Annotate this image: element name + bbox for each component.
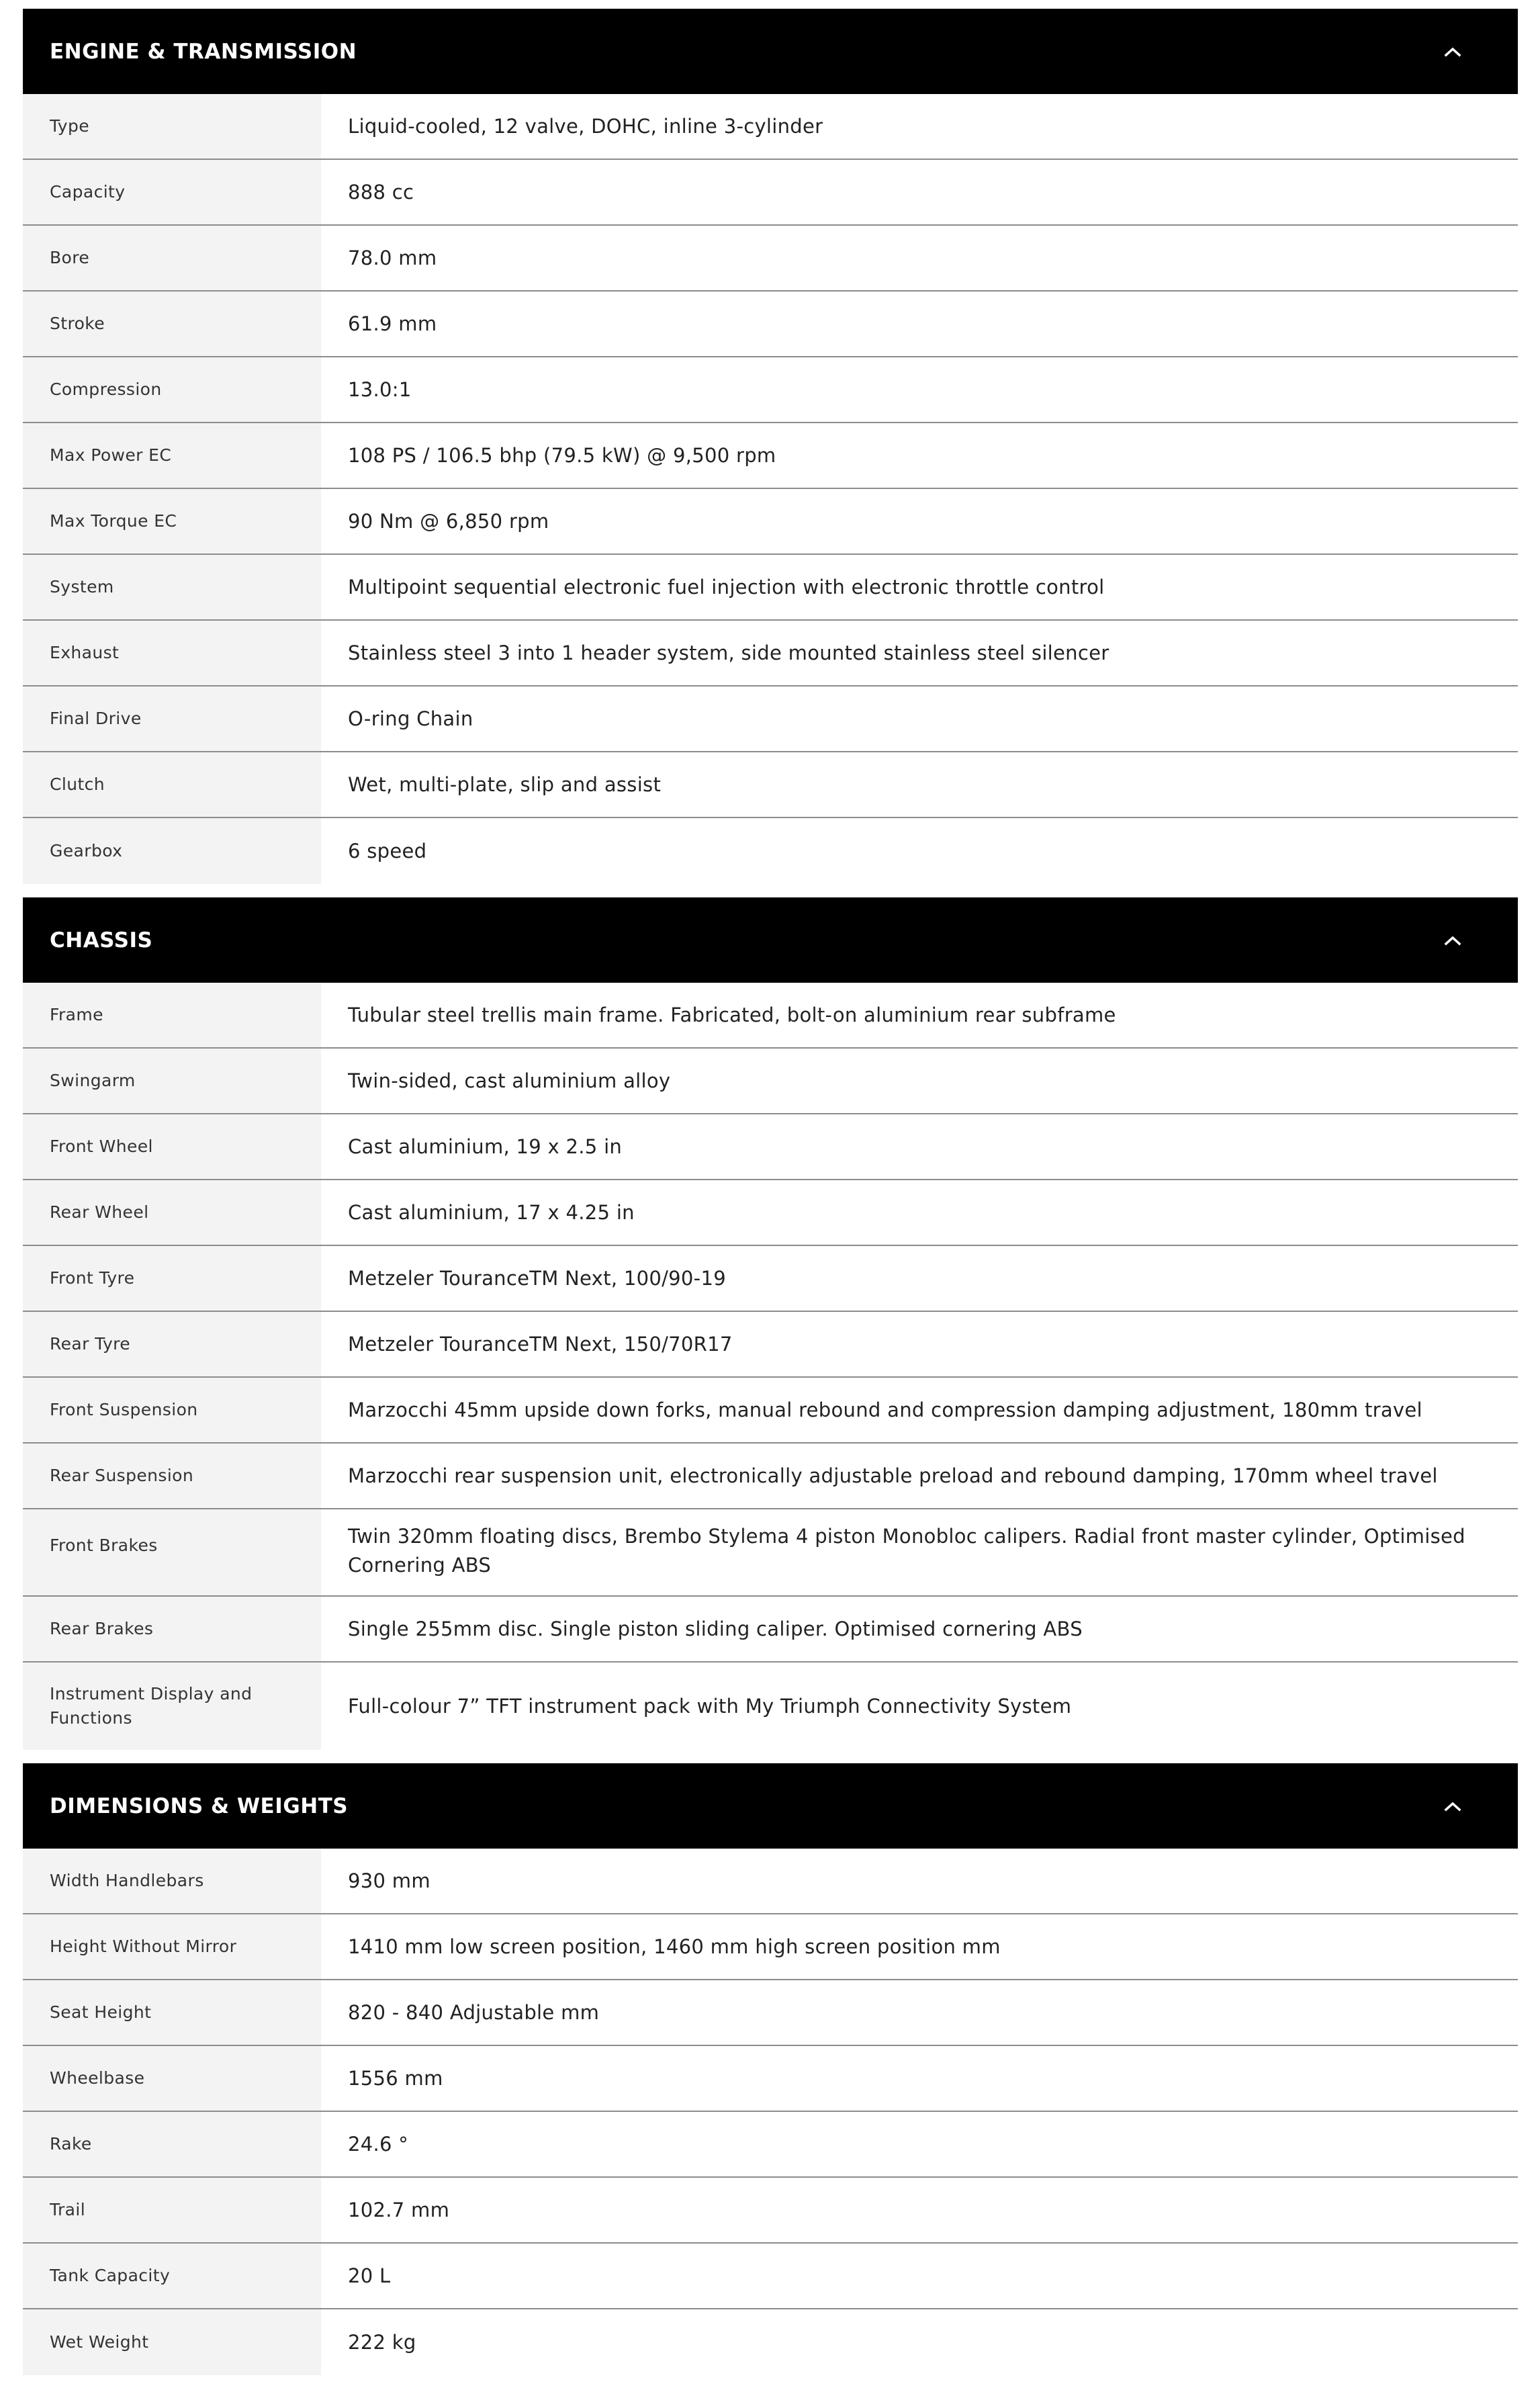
- section-title: DIMENSIONS & WEIGHTS: [50, 1794, 349, 1818]
- spec-row: [23, 983, 1518, 1049]
- spec-table: [23, 94, 1518, 884]
- section-header-dimensions-weights[interactable]: [23, 1763, 1518, 1849]
- spec-row: [23, 1246, 1518, 1312]
- spec-table: [23, 983, 1518, 1750]
- spec-row: [23, 1114, 1518, 1180]
- spec-value: 222 kg: [321, 2309, 1518, 2375]
- spec-label: Swingarm: [23, 1049, 321, 1113]
- spec-value: 108 PS / 106.5 bhp (79.5 kW) @ 9,500 rpm: [321, 423, 1518, 488]
- spec-value: Tubular steel trellis main frame. Fabricated, bolt-on aluminium rear subframe: [321, 983, 1518, 1047]
- spec-label: Rear Suspension: [23, 1444, 321, 1508]
- spec-label: Exhaust: [23, 621, 321, 685]
- spec-row: [23, 160, 1518, 226]
- spec-value: 90 Nm @ 6,850 rpm: [321, 489, 1518, 554]
- spec-label: Seat Height: [23, 1980, 321, 2045]
- spec-value: Stainless steel 3 into 1 header system, side mounted stainless steel silencer: [321, 621, 1518, 685]
- spec-label: Clutch: [23, 752, 321, 817]
- spec-row: [23, 2309, 1518, 2375]
- spec-value: Cast aluminium, 17 x 4.25 in: [321, 1180, 1518, 1245]
- spec-value: 61.9 mm: [321, 292, 1518, 356]
- spec-label: Front Wheel: [23, 1114, 321, 1179]
- spec-row: [23, 1597, 1518, 1663]
- spec-label: Rear Wheel: [23, 1180, 321, 1245]
- spec-row: [23, 226, 1518, 292]
- chevron-up-icon[interactable]: [1443, 930, 1463, 950]
- spec-row: [23, 1180, 1518, 1246]
- section-title: ENGINE & TRANSMISSION: [50, 39, 357, 64]
- spec-label: Tank Capacity: [23, 2244, 321, 2308]
- spec-value: Multipoint sequential electronic fuel injection with electronic throttle control: [321, 555, 1518, 619]
- spec-label: Rear Brakes: [23, 1597, 321, 1661]
- spec-value: 6 speed: [321, 818, 1518, 884]
- spec-row: [23, 2178, 1518, 2244]
- spec-label: Rake: [23, 2112, 321, 2176]
- spec-row: [23, 489, 1518, 555]
- spec-row: [23, 1378, 1518, 1444]
- spec-label: Capacity: [23, 160, 321, 224]
- spec-value: 102.7 mm: [321, 2178, 1518, 2242]
- section-engine-transmission: [23, 9, 1518, 884]
- spec-label: Front Brakes: [23, 1509, 321, 1595]
- chevron-up-icon[interactable]: [1443, 1796, 1463, 1816]
- spec-table: [23, 1849, 1518, 2375]
- spec-value: Twin 320mm floating discs, Brembo Stylema 4 piston Monobloc calipers. Radial front master cylinder, Optimised Cornering ABS: [321, 1509, 1518, 1595]
- spec-row: [23, 2046, 1518, 2112]
- spec-label: Front Suspension: [23, 1378, 321, 1442]
- spec-value: Marzocchi 45mm upside down forks, manual rebound and compression damping adjustment, 180mm travel: [321, 1378, 1518, 1442]
- section-chassis: [23, 897, 1518, 1750]
- spec-label: Max Power EC: [23, 423, 321, 488]
- specifications-accordion: [23, 9, 1518, 2389]
- spec-label: Type: [23, 94, 321, 159]
- spec-value: 13.0:1: [321, 357, 1518, 422]
- spec-row: [23, 687, 1518, 752]
- section-header-engine-transmission[interactable]: [23, 9, 1518, 94]
- section-dimensions-weights: [23, 1763, 1518, 2375]
- spec-row: [23, 621, 1518, 687]
- spec-row: [23, 1849, 1518, 1914]
- spec-value: Marzocchi rear suspension unit, electronically adjustable preload and rebound damping, 170mm wheel travel: [321, 1444, 1518, 1508]
- spec-label: Max Torque EC: [23, 489, 321, 554]
- spec-label: Front Tyre: [23, 1246, 321, 1311]
- spec-row: [23, 1509, 1518, 1597]
- spec-label: Trail: [23, 2178, 321, 2242]
- spec-row: [23, 1312, 1518, 1378]
- spec-row: [23, 357, 1518, 423]
- spec-label: Width Handlebars: [23, 1849, 321, 1913]
- spec-value: Full-colour 7” TFT instrument pack with My Triumph Connectivity System: [321, 1663, 1518, 1750]
- spec-value: 820 - 840 Adjustable mm: [321, 1980, 1518, 2045]
- spec-value: 888 cc: [321, 160, 1518, 224]
- spec-label: Instrument Display and Functions: [23, 1663, 321, 1750]
- spec-row: [23, 555, 1518, 621]
- spec-label: Compression: [23, 357, 321, 422]
- spec-row: [23, 1444, 1518, 1509]
- spec-value: Metzeler TouranceTM Next, 100/90-19: [321, 1246, 1518, 1311]
- spec-value: O-ring Chain: [321, 687, 1518, 751]
- spec-value: 20 L: [321, 2244, 1518, 2308]
- spec-label: Frame: [23, 983, 321, 1047]
- spec-value: Wet, multi-plate, slip and assist: [321, 752, 1518, 817]
- spec-row: [23, 1914, 1518, 1980]
- spec-row: [23, 1663, 1518, 1750]
- spec-value: Cast aluminium, 19 x 2.5 in: [321, 1114, 1518, 1179]
- spec-label: Wet Weight: [23, 2309, 321, 2375]
- spec-value: Liquid-cooled, 12 valve, DOHC, inline 3-cylinder: [321, 94, 1518, 159]
- spec-label: Rear Tyre: [23, 1312, 321, 1376]
- spec-value: Metzeler TouranceTM Next, 150/70R17: [321, 1312, 1518, 1376]
- spec-value: Twin-sided, cast aluminium alloy: [321, 1049, 1518, 1113]
- spec-row: [23, 1049, 1518, 1114]
- spec-row: [23, 2244, 1518, 2309]
- spec-row: [23, 1980, 1518, 2046]
- spec-row: [23, 2112, 1518, 2178]
- spec-value: Single 255mm disc. Single piston sliding caliper. Optimised cornering ABS: [321, 1597, 1518, 1661]
- spec-label: System: [23, 555, 321, 619]
- chevron-up-icon[interactable]: [1443, 42, 1463, 62]
- spec-row: [23, 818, 1518, 884]
- spec-label: Bore: [23, 226, 321, 290]
- spec-value: 78.0 mm: [321, 226, 1518, 290]
- spec-label: Height Without Mirror: [23, 1914, 321, 1979]
- spec-row: [23, 423, 1518, 489]
- spec-row: [23, 292, 1518, 357]
- spec-label: Final Drive: [23, 687, 321, 751]
- spec-value: 24.6 °: [321, 2112, 1518, 2176]
- spec-label: Gearbox: [23, 818, 321, 884]
- spec-row: [23, 94, 1518, 160]
- section-title: CHASSIS: [50, 928, 153, 953]
- spec-value: 1410 mm low screen position, 1460 mm high screen position mm: [321, 1914, 1518, 1979]
- spec-value: 1556 mm: [321, 2046, 1518, 2111]
- section-header-chassis[interactable]: [23, 897, 1518, 983]
- spec-label: Stroke: [23, 292, 321, 356]
- spec-row: [23, 752, 1518, 818]
- spec-value: 930 mm: [321, 1849, 1518, 1913]
- spec-label: Wheelbase: [23, 2046, 321, 2111]
